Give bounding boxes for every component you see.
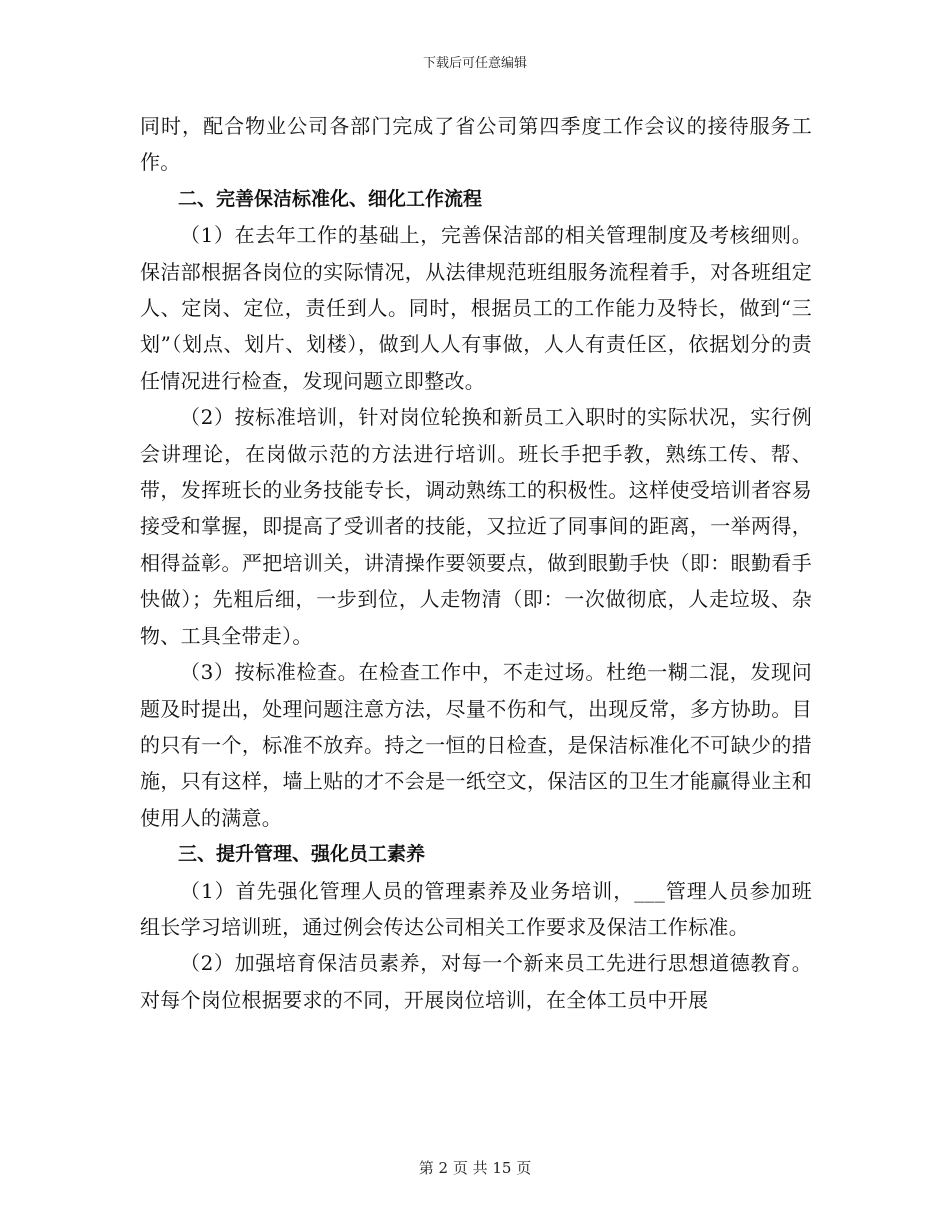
page-header: 下载后可任意编辑 xyxy=(422,56,527,71)
paragraph-3-2: （2）加强培育保洁员素养，对每一个新来员工先进行思想道德教育。对每个岗位根据要求的不同，开展岗位培训，在全体工员中开展 xyxy=(140,951,812,1012)
paragraph-3-1: （1）首先强化管理人员的管理素养及业务培训，___管理人员参加班组长学习培训班，通过例会传达公司相关工作要求及保洁工作标准。 xyxy=(140,878,812,939)
paragraph-2-2: （2）按标准培训，针对岗位轮换和新员工入职时的实际状况，实行例会讲理论，在岗做示范的方法进行培训。班长手把手教，熟练工传、帮、带，发挥班长的业务技能专长，调动熟练工的积极性。这样使受培训者容易接受和掌握，即提高了受训者的技能，又拉近了同事间的距离，一举两得，相得益彰。严把培训关，讲清操作要领要点，做到眼勤手快（即：眼勤看手快做）；先粗后细，一步到位，人走物清（即：一次做彻底，人走垃圾、杂物、工具全带走）。 xyxy=(140,405,812,648)
section-heading-3: 三、提升管理、强化员工素养 xyxy=(178,843,426,866)
paragraph-continuation: 同时，配合物业公司各部门完成了省公司第四季度工作会议的接待服务工作。 xyxy=(140,114,812,175)
paragraph-2-3: （3）按标准检查。在检查工作中，不走过场。杜绝一糊二混，发现问题及时提出，处理问题注意方法，尽量不伤和气，出现反常，多方协助。目的只有一个，标准不放弃。持之一恒的日检查，是保洁标准化不可缺少的措施，只有这样，墙上贴的才不会是一纸空文，保洁区的卫生才能赢得业主和使用人的满意。 xyxy=(140,660,812,830)
document-body xyxy=(140,108,812,1018)
section-heading-2: 二、完善保洁标准化、细化工作流程 xyxy=(178,187,483,210)
page-number: 第 2 页 共 15 页 xyxy=(418,1159,532,1177)
paragraph-2-1: （1）在去年工作的基础上，完善保洁部的相关管理制度及考核细则。保洁部根据各岗位的实际情况，从法律规范班组服务流程着手，对各班组定人、定岗、定位，责任到人。同时，根据员工的工作能力及特长，做到“三划”（划点、划片、划楼），做到人人有事做，人人有责任区，依据划分的责任情况进行检查，发现问题立即整改。 xyxy=(140,223,812,393)
